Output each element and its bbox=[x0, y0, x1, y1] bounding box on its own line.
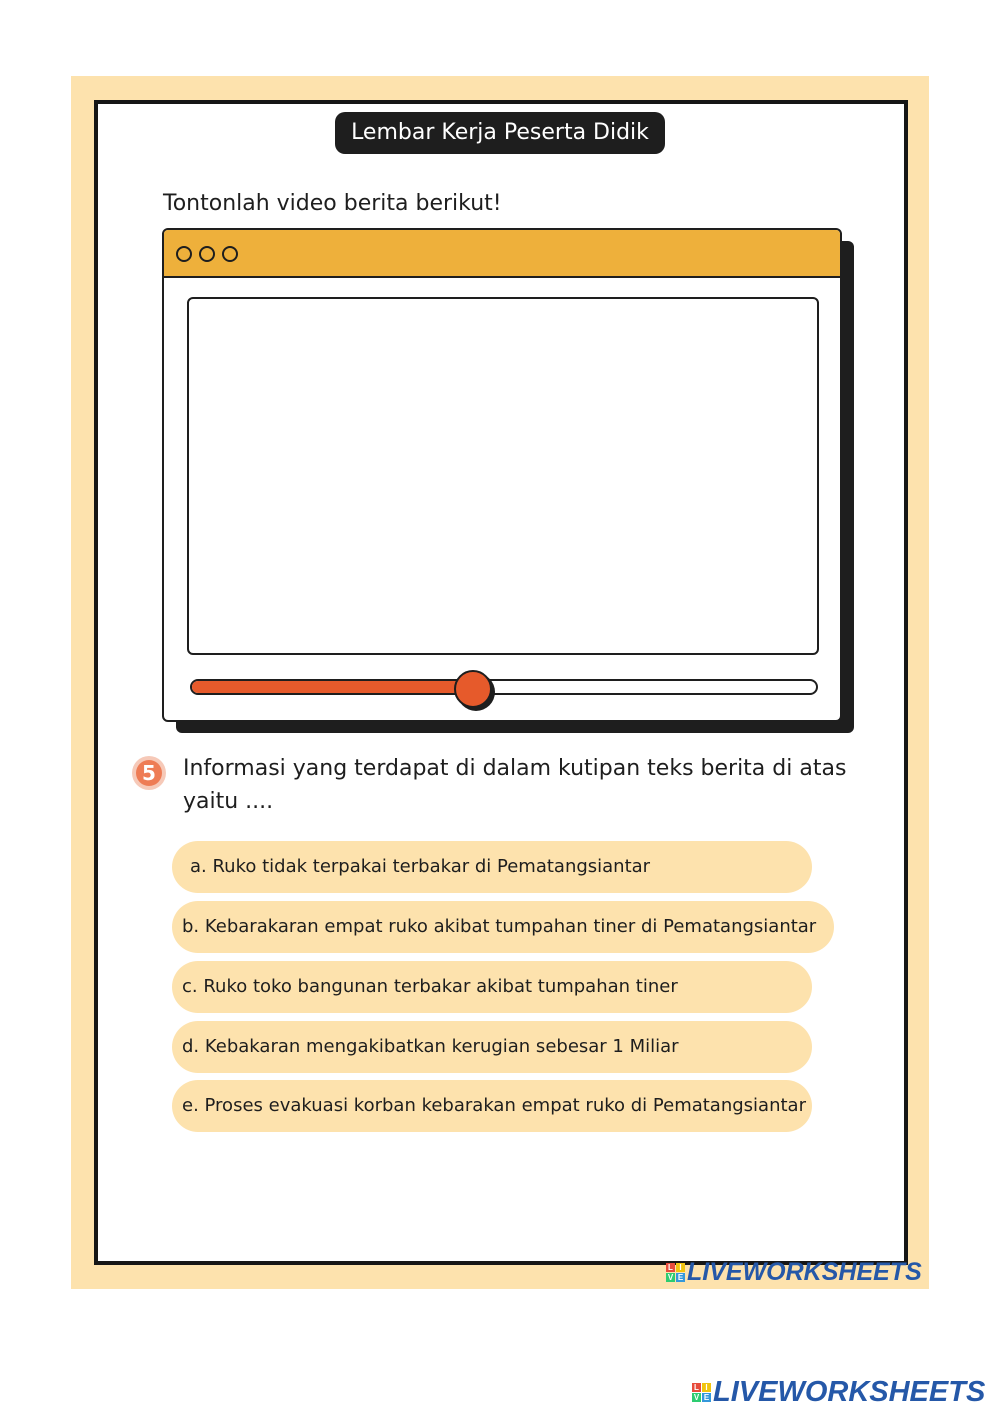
question-text: Informasi yang terdapat di dalam kutipan teks berita di atas yaitu .... bbox=[183, 756, 847, 814]
window-dot-icon bbox=[199, 246, 215, 262]
question-number-badge bbox=[132, 756, 166, 790]
answer-option-e[interactable]: e. Proses evakuasi korban kebarakan empat ruko di Pematangsiantar bbox=[172, 1080, 812, 1132]
video-player[interactable] bbox=[162, 228, 842, 722]
answer-option-c[interactable]: c. Ruko toko bangunan terbakar akibat tumpahan tiner bbox=[172, 961, 812, 1013]
answer-option-d[interactable]: d. Kebakaran mengakibatkan kerugian sebesar 1 Miliar bbox=[172, 1021, 812, 1073]
instruction-text: Tontonlah video berita berikut! bbox=[163, 191, 502, 216]
answer-option-b[interactable]: b. Kebarakaran empat ruko akibat tumpahan tiner di Pematangsiantar bbox=[172, 901, 834, 953]
question-number: 5 bbox=[136, 760, 162, 786]
liveworksheets-logo bbox=[666, 1258, 922, 1287]
window-dot-icon bbox=[176, 246, 192, 262]
liveworksheets-logo-text: LIVEWORKSHEETS bbox=[713, 1376, 986, 1408]
video-scrubber-handle[interactable] bbox=[454, 670, 492, 708]
worksheet-title: Lembar Kerja Peserta Didik bbox=[335, 112, 665, 154]
liveworksheets-logo-text: LIVEWORKSHEETS bbox=[687, 1258, 922, 1286]
liveworksheets-footer-logo bbox=[692, 1376, 985, 1409]
video-player-titlebar bbox=[164, 230, 840, 278]
liveworksheets-logo-icon: L I V E bbox=[667, 1263, 684, 1282]
liveworksheets-logo-icon: L I V E bbox=[693, 1383, 710, 1402]
video-screen[interactable] bbox=[187, 297, 819, 655]
video-progress-fill bbox=[192, 681, 473, 693]
window-dot-icon bbox=[222, 246, 238, 262]
video-progress-track[interactable] bbox=[190, 679, 818, 695]
answer-option-a[interactable]: a. Ruko tidak terpakai terbakar di Pematangsiantar bbox=[172, 841, 812, 893]
